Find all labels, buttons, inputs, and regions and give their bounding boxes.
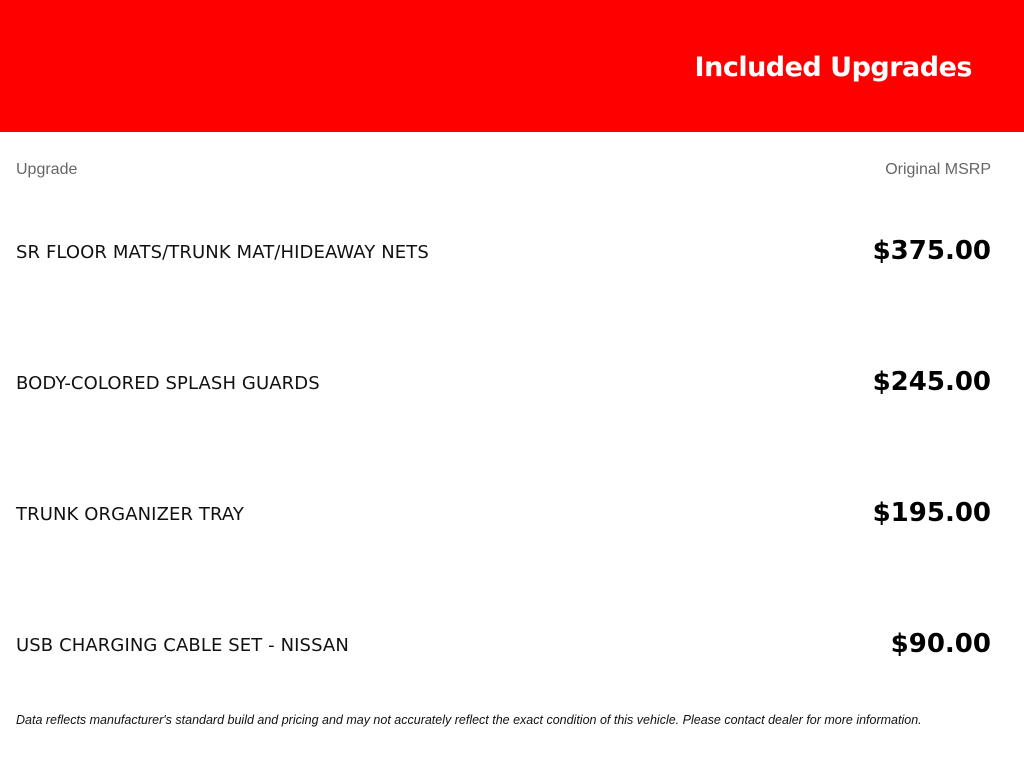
upgrade-row bbox=[16, 497, 991, 533]
header-banner bbox=[0, 0, 1024, 132]
column-header-upgrade: Upgrade bbox=[16, 161, 78, 178]
upgrade-name: SR FLOOR MATS/TRUNK MAT/HIDEAWAY NETS bbox=[16, 242, 429, 263]
upgrade-row bbox=[16, 235, 991, 271]
upgrade-price: $375.00 bbox=[872, 236, 991, 266]
page-title: Included Upgrades bbox=[694, 52, 972, 83]
upgrade-price: $195.00 bbox=[872, 498, 991, 528]
upgrade-price: $90.00 bbox=[890, 629, 991, 659]
upgrade-name: TRUNK ORGANIZER TRAY bbox=[16, 504, 244, 525]
upgrade-name: USB CHARGING CABLE SET - NISSAN bbox=[16, 635, 349, 656]
upgrade-name: BODY-COLORED SPLASH GUARDS bbox=[16, 373, 320, 394]
disclaimer-text: Data reflects manufacturer's standard build and pricing and may not accurately reflect the exact condition of this vehicle. Please contact dealer for more information. bbox=[16, 713, 922, 727]
upgrade-price: $245.00 bbox=[872, 367, 991, 397]
upgrade-row bbox=[16, 628, 991, 664]
upgrade-row bbox=[16, 366, 991, 402]
column-header-msrp: Original MSRP bbox=[885, 161, 991, 178]
